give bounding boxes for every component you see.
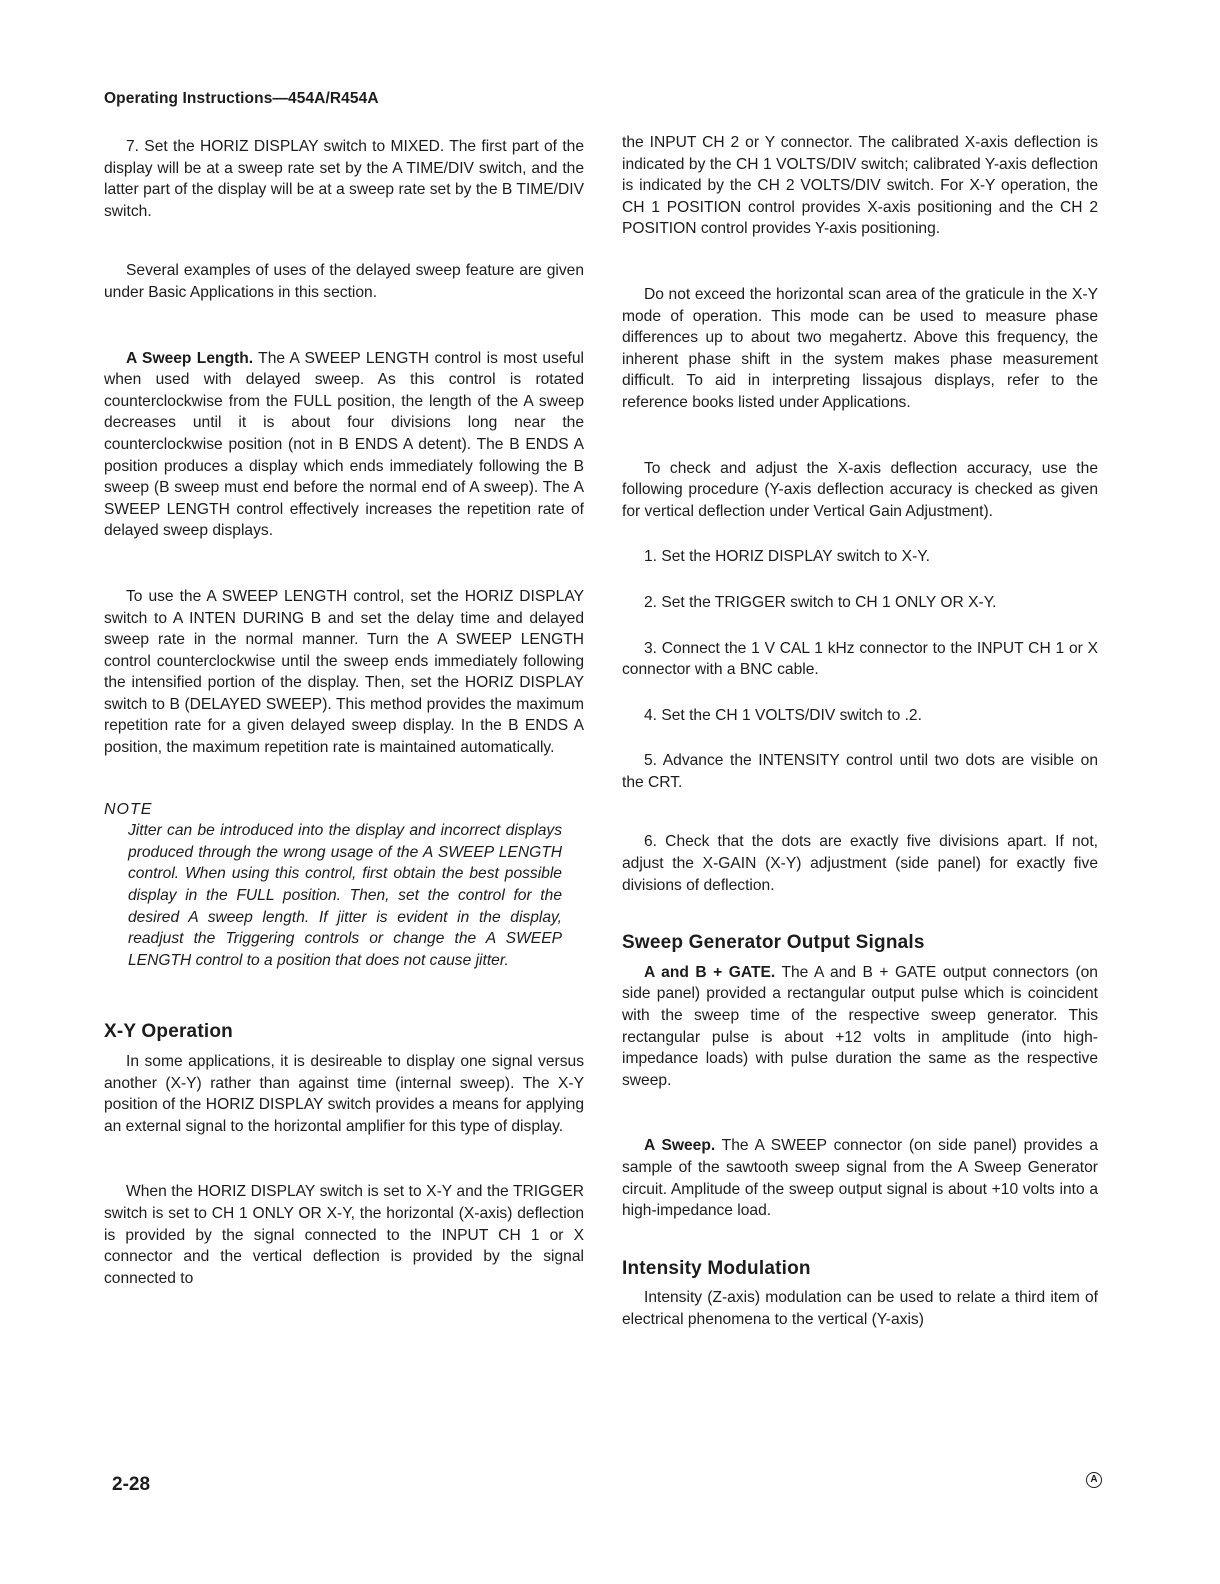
paragraph-delayed-sweep-examples: Several examples of uses of the delayed sweep feature are given under Basic Applications in this section. (104, 262, 584, 301)
paragraph-xy-setup: When the HORIZ DISPLAY switch is set to X-Y and the TRIGGER switch is set to CH 1 ONLY OR X-Y, the horizontal (X-axis) deflection is provided by the signal connected to the INPUT CH 1 or X connector and the vertical deflection is provided by the signal connected to (104, 1183, 584, 1287)
paragraph-scan-area: Do not exceed the horizontal scan area of the graticule in the X-Y mode of operation. This mode can be used to measure phase differences up to about two megahertz. Above this frequency, the inherent phase shift in the system makes phase measurement difficult. To aid in interpreting lissajous displays, refer to the reference books listed under Applications. (622, 285, 1098, 411)
procedure-step: 1. Set the HORIZ DISPLAY switch to X-Y. (644, 548, 931, 566)
procedure-step: 6. Check that the dots are exactly five divisions apart. If not, adjust the X-GAIN (X-Y) adjustment (side panel) for exactly five divisions of deflection. (622, 833, 1098, 894)
note-body: Jitter can be introduced into the display and incorrect displays produced through the wrong usage of the A SWEEP LENGTH control. When using this control, first obtain the best possible display in the FULL position. Then, set the control for the desired A sweep length. If jitter is evident in the display, readjust the Triggering controls or change the A SWEEP LENGTH control to a position that does not cause jitter. (128, 822, 562, 969)
section-heading-sweep-generator-output: Sweep Generator Output Signals (622, 932, 925, 954)
run-in-heading-a-sweep-length: A Sweep Length. (126, 349, 254, 367)
revision-mark-icon: A (1086, 1472, 1102, 1488)
paragraph-a-sweep-output (622, 1135, 1098, 1221)
page-number: 2-28 (112, 1474, 151, 1495)
paragraph-a-sweep-length (104, 348, 584, 542)
running-header: Operating Instructions—454A/R454A (104, 90, 379, 107)
paragraph-xy-calibration: the INPUT CH 2 or Y connector. The calibrated X-axis deflection is indicated by the CH 1 VOLTS/DIV switch; calibrated Y-axis deflection is indicated by the CH 2 VOLTS/DIV switch. For X-Y operation, the CH 1 POSITION control provides X-axis positioning and the CH 2 POSITION control provides Y-axis positioning. (622, 134, 1098, 238)
paragraph-use-a-sweep-length: To use the A SWEEP LENGTH control, set the HORIZ DISPLAY switch to A INTEN DURING B and set the delay time and delayed sweep rate in the normal manner. Turn the A SWEEP LENGTH control counterclockwise until the sweep ends immediately following the intensified portion of the display. Then, set the HORIZ DISPLAY switch to B (DELAYED SWEEP). This method provides the maximum repetition rate for a given delayed sweep display. In the B ENDS A position, the maximum repetition rate is maintained automatically. (104, 587, 584, 757)
paragraph-intensity-modulation: Intensity (Z-axis) modulation can be used to relate a third item of electrical phenomena to the vertical (Y-axis) (622, 1289, 1098, 1328)
section-heading-intensity-modulation: Intensity Modulation (622, 1257, 811, 1279)
paragraph-text: The A SWEEP connector (on side panel) provides a sample of the sawtooth sweep signal from the A Sweep Generator circuit. Amplitude of the sweep output signal is about +10 volts into a high-impedance load. (622, 1137, 1098, 1220)
paragraph-step-7: 7. Set the HORIZ DISPLAY switch to MIXED. The first part of the display will be at a sweep rate set by the A TIME/DIV switch, and the latter part of the display will be at a sweep rate set by the B TIME/DIV switch. (104, 138, 584, 220)
paragraph-text: The A SWEEP LENGTH control is most useful when used with delayed sweep. As this control is rotated counterclockwise from the FULL position, the length of the A sweep decreases until it is about four divisions long near the counterclockwise position (not in B ENDS A detent). The B ENDS A position produces a display which ends immediately following the B sweep (B sweep must end before the normal end of A sweep). The A SWEEP LENGTH control effectively increases the repetition rate of delayed sweep displays. (104, 349, 585, 540)
paragraph-text: The A and B + GATE output connectors (on side panel) provided a rectangular output pulse which is coincident with the sweep time of the respective sweep generator. This rectangular pulse is about +12 volts in amplitude (into high-impedance loads) with pulse duration the same as the respective sweep. (622, 963, 1098, 1089)
procedure-step: 5. Advance the INTENSITY control until two dots are visible on the CRT. (622, 752, 1098, 791)
procedure-step: 2. Set the TRIGGER switch to CH 1 ONLY OR X-Y. (644, 593, 997, 611)
paragraph-gate-output (622, 962, 1098, 1092)
note-title: NOTE (104, 800, 153, 818)
right-column (622, 132, 1098, 1331)
left-column (104, 136, 584, 1289)
run-in-heading-gate: A and B + GATE. (644, 963, 776, 981)
run-in-heading-a-sweep: A Sweep. (644, 1137, 716, 1155)
procedure-step: 3. Connect the 1 V CAL 1 kHz connector to the INPUT CH 1 or X connector with a BNC cable. (622, 639, 1098, 679)
paragraph-check-procedure: To check and adjust the X-axis deflection accuracy, use the following procedure (Y-axis deflection accuracy is checked as given for vertical deflection under Vertical Gain Adjustment). (622, 459, 1098, 520)
section-heading-xy-operation: X-Y Operation (104, 1021, 233, 1043)
procedure-step: 4. Set the CH 1 VOLTS/DIV switch to .2. (644, 706, 922, 724)
paragraph-xy-intro: In some applications, it is desireable to display one signal versus another (X-Y) rather than against time (internal sweep). The X-Y position of the HORIZ DISPLAY switch provides a means for applying an external signal to the horizontal amplifier for this type of display. (104, 1053, 584, 1135)
